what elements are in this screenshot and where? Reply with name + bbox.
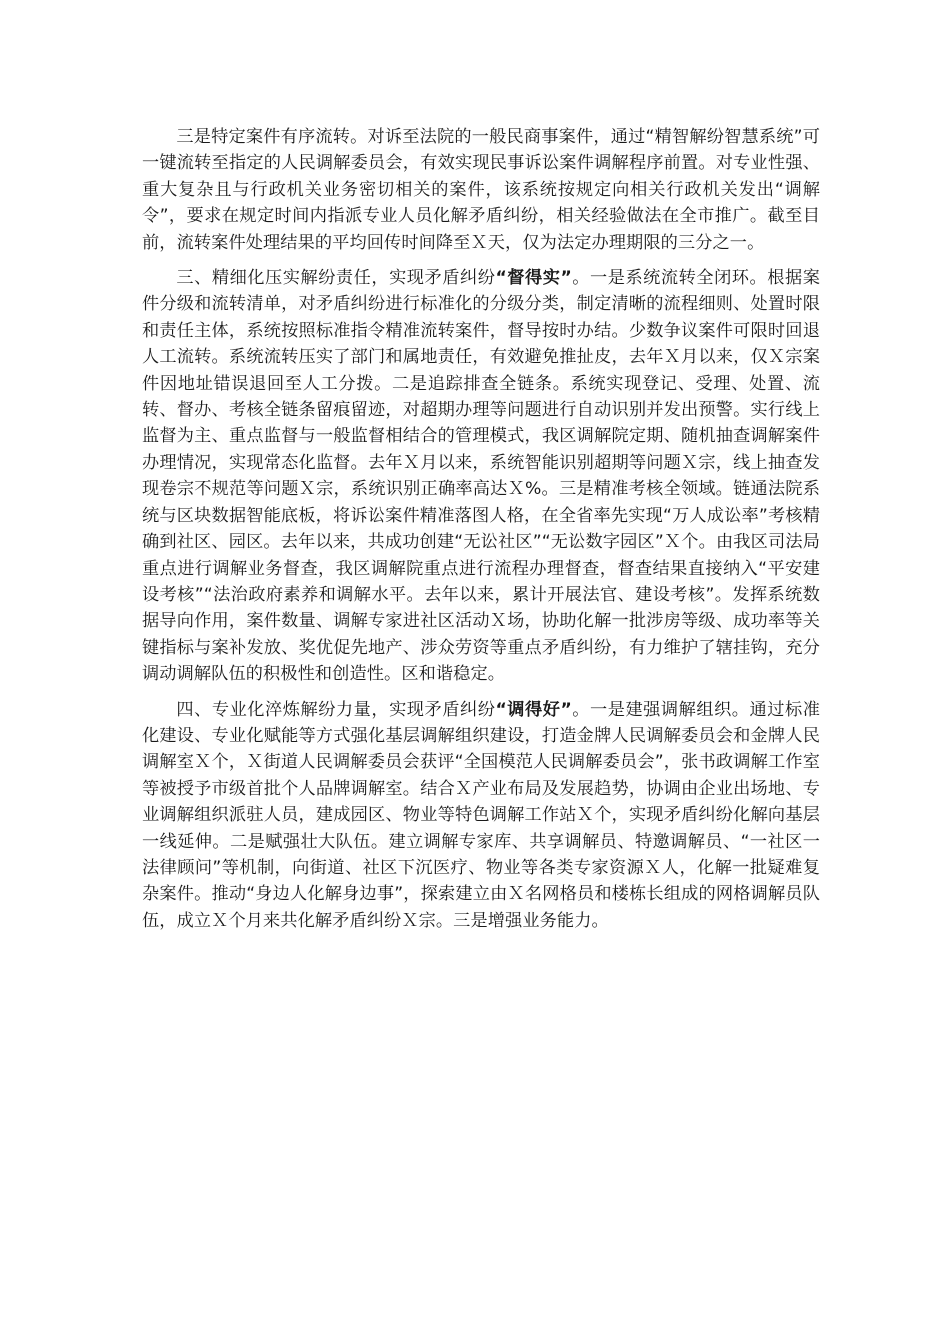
paragraph-text: 三是特定案件有序流转。对诉至法院的一般民商事案件，通过“精智解纷智慧系统”可一键流转至指定的人民调解委员会，有效实现民事诉讼案件调解程序前置。对专业性强、重大复杂且与行政机关业务密切相关的案件，该系统按规定向相关行政机关发出“调解令”，要求在规定时间内指派专业人员化解矛盾纠纷，相关经验做法在全市推广。截至目前，流转案件处理结果的平均回传时间降至Ｘ天，仅为法定办理期限的三分之一。	[142, 127, 820, 253]
paragraph-section-three-responsibility	[142, 265, 820, 688]
section-keyword: “督得实”	[495, 268, 572, 289]
paragraph-section-four-capacity	[142, 697, 820, 935]
paragraph-specific-case-transfer	[142, 124, 820, 256]
section-heading-text: 三、精细化压实解纷责任，实现矛盾纠纷	[176, 268, 496, 289]
paragraph-text: 。一是系统流转全闭环。根据案件分级和流转清单，对矛盾纠纷进行标准化的分级分类，制定清晰的流程细则、处置时限和责任主体，系统按照标准指令精准流转案件，督导按时办结。少数争议案件可限时回退人工流转。系统流转压实了部门和属地责任，有效避免推扯皮，去年Ｘ月以来，仅Ｘ宗案件因地址错误退回至人工分拨。二是追踪排查全链条。系统实现登记、受理、处置、流转、督办、考核全链条留痕留迹，对超期办理等问题进行自动识别并发出预警。实行线上监督为主、重点监督与一般监督相结合的管理模式，我区调解院定期、随机抽查调解案件办理情况，实现常态化监督。去年Ｘ月以来，系统智能识别超期等问题Ｘ宗，线上抽查发现卷宗不规范等问题Ｘ宗，系统识别正确率高达Ｘ%。三是精准考核全领域。链通法院系统与区块数据智能底板，将诉讼案件精准落图人格，在全省率先实现“万人成讼率”考核精确到社区、园区。去年以来，共成功创建“无讼社区”“无讼数字园区”Ｘ个。由我区司法局重点进行调解业务督查，我区调解院重点进行流程办理督查，督查结果直接纳入“平安建设考核”“法治政府素养和调解水平。去年以来，累计开展法官、建设考核”。发挥系统数据导向作用，案件数量、调解专家进社区活动Ｘ场，协助化解一批涉房等级、成功率等关键指标与案补发放、奖优促先地产、涉众劳资等重点矛盾纠纷，有力维护了辖挂钩，充分调动调解队伍的积极性和创造性。区和谐稳定。	[142, 268, 820, 685]
section-heading-text: 四、专业化淬炼解纷力量，实现矛盾纠纷	[176, 699, 496, 720]
paragraph-text: 。一是建强调解组织。通过标准化建设、专业化赋能等方式强化基层调解组织建设，打造金牌人民调解委员会和金牌人民调解室Ｘ个，Ｘ街道人民调解委员会获评“全国模范人民调解委员会”，张书政调解工作室等被授予市级首批个人品牌调解室。结合Ｘ产业布局及发展趋势，协调由企业出场地、专业调解组织派驻人员，建成园区、物业等特色调解工作站Ｘ个，实现矛盾纠纷化解向基层一线延伸。二是赋强壮大队伍。建立调解专家库、共享调解员、特邀调解员、“一社区一法律顾问”等机制，向街道、社区下沉医疗、物业等各类专家资源Ｘ人，化解一批疑难复杂案件。推动“身边人化解身边事”，探索建立由Ｘ名网格员和楼栋长组成的网格调解员队伍，成立Ｘ个月来共化解矛盾纠纷Ｘ宗。三是增强业务能力。	[142, 699, 820, 931]
section-keyword: “调得好”	[495, 699, 572, 720]
document-page	[142, 124, 820, 943]
